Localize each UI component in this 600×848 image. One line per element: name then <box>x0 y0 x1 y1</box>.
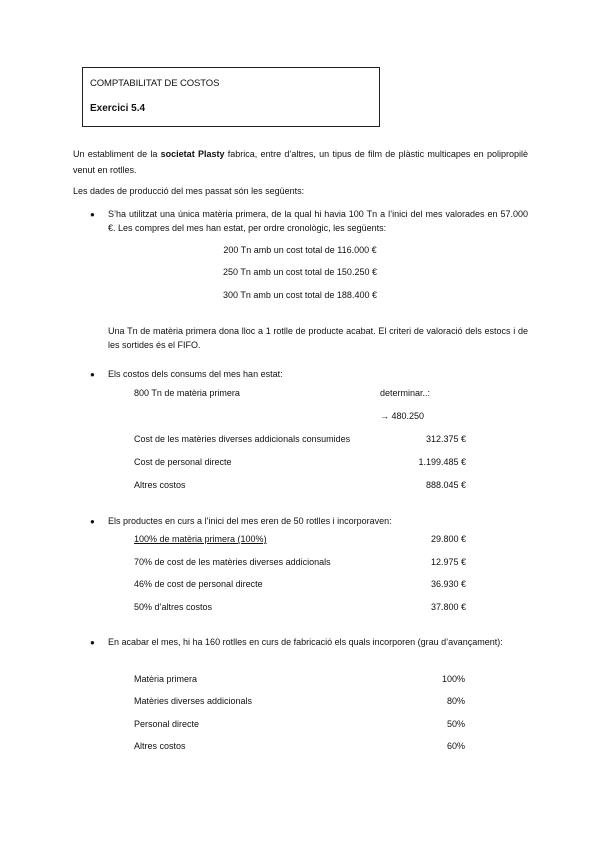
title-box <box>82 67 380 127</box>
wip-end-value: 80% <box>446 696 465 706</box>
bullet-3-text: Els productes en curs a l’inici del mes eren de 50 rotlles i incorporaven: <box>108 516 392 526</box>
consumption-value: 888.045 € <box>425 480 466 490</box>
wip-end-label: Altres costos <box>134 741 186 751</box>
wip-end-label: Personal directe <box>134 719 200 729</box>
wip-start-value: 29.800 € <box>430 534 466 544</box>
consumption-label: 800 Tn de matèria primera <box>134 388 240 398</box>
bullet-dot-icon: ● <box>90 370 95 379</box>
intro-post: fabrica, entre d’altres, un tipus de film de plàstic multicapes en polipropilè venut en rotlles. <box>73 149 529 175</box>
wip-start-value: 36.930 € <box>430 579 466 589</box>
consumption-value: → 480.250 <box>380 411 425 421</box>
bullet-2-text: Els costos dels consums del mes han estat: <box>108 369 283 379</box>
bullet-4-text: En acabar el mes, hi ha 160 rotlles en curs de fabricació els quals incorporen (grau d’avançament): <box>108 637 503 647</box>
wip-end-value: 50% <box>446 719 465 729</box>
consumption-label: Altres costos <box>134 480 186 490</box>
purchase-1: 200 Tn amb un cost total de 116.000 € <box>223 245 377 255</box>
bullet-1-text: S’ha utilitzat una única matèria primera, de la qual hi havia 100 Tn a l’inici del mes valorades en 57.000 €. Les compres del mes han estat, per ordre cronològic, les següents: <box>108 209 528 233</box>
wip-start-label <box>134 534 267 544</box>
intro-pre: Un establiment de la <box>73 149 161 159</box>
intro-paragraph <box>73 146 528 178</box>
consumption-value: 1.199.485 € <box>418 457 466 467</box>
wip-end-label: Matèria primera <box>134 674 198 684</box>
bullet-dot-icon: ● <box>90 638 95 647</box>
wip-start-value: 12.975 € <box>430 557 466 567</box>
wip-start-value: 37.800 € <box>430 602 466 612</box>
wip-end-value: 60% <box>446 741 465 751</box>
consumption-label: Cost de les matèries diverses addicionals consumides <box>134 434 351 444</box>
purchase-3: 300 Tn amb un cost total de 188.400 € <box>223 290 377 300</box>
consumption-label: Cost de personal directe <box>134 457 232 467</box>
company-name: societat Plasty <box>160 149 225 159</box>
wip-end-label: Matèries diverses addicionals <box>134 696 253 706</box>
wip-start-label: 46% de cost de personal directe <box>134 579 263 589</box>
wip-start-label-text: 100% de matèria primera (100%) <box>134 534 267 544</box>
data-intro: Les dades de producció del mes passat són les següents: <box>73 186 305 196</box>
purchase-2: 250 Tn amb un cost total de 150.250 € <box>223 267 377 277</box>
bullet-1-note: Una Tn de matèria primera dona lloc a 1 rotlle de producte acabat. El criteri de valoració dels estocs i de les sortides és el FIFO. <box>108 326 528 350</box>
wip-start-label: 70% de cost de les matèries diverses addicionals <box>134 557 331 567</box>
consumption-value: 312.375 € <box>425 434 466 444</box>
bullet-dot-icon: ● <box>90 517 95 526</box>
exercise-title: Exercici 5.4 <box>90 103 146 114</box>
wip-end-value: 100% <box>441 674 465 684</box>
consumption-value: determinar..: <box>380 388 431 398</box>
wip-start-label: 50% d’altres costos <box>134 602 213 612</box>
course-title: COMPTABILITAT DE COSTOS <box>90 78 220 89</box>
bullet-dot-icon: ● <box>90 210 95 219</box>
